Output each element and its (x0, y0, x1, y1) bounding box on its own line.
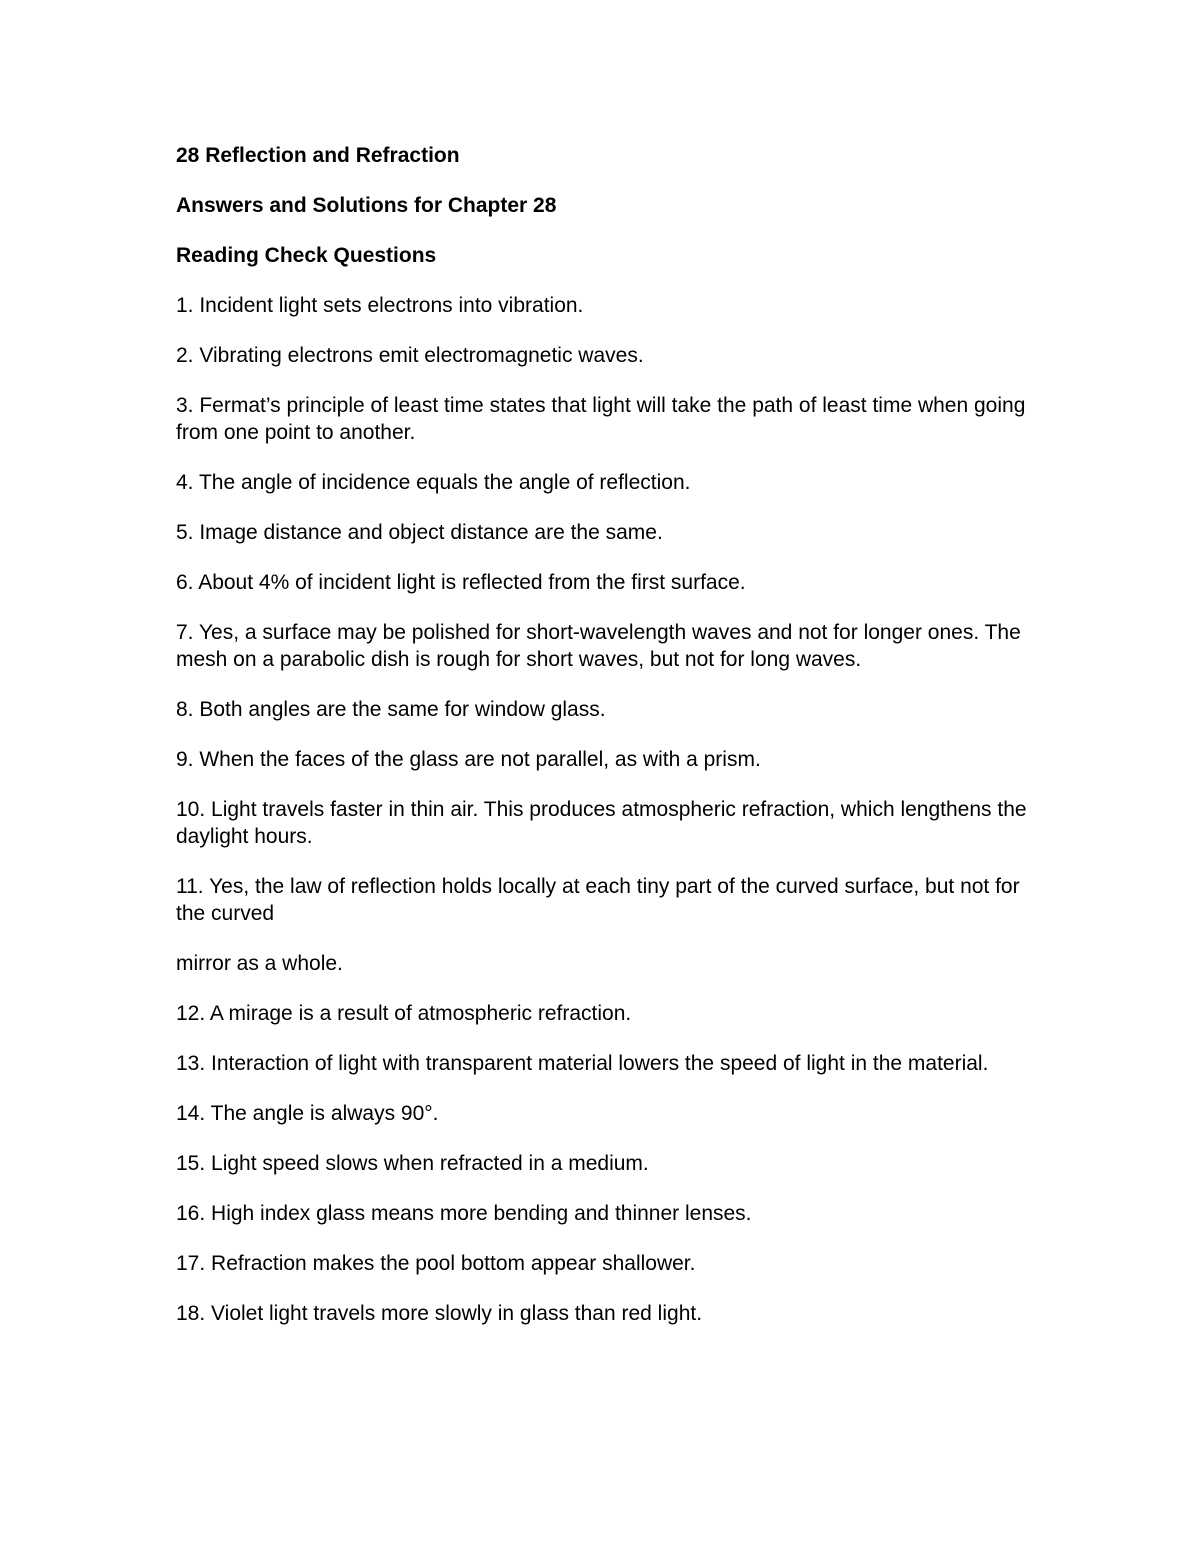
section-heading: Reading Check Questions (176, 244, 437, 267)
answer-item-8: 8. Both angles are the same for window glass. (176, 698, 606, 721)
answer-item-7: 7. Yes, a surface may be polished for short-wavelength waves and not for longer ones. The mesh on a parabolic dish is rough for short waves, but not for long waves. (176, 621, 1021, 671)
answer-item-3: 3. Fermat’s principle of least time states that light will take the path of least time when going from one point to another. (176, 394, 1026, 444)
answer-item-14: 14. The angle is always 90°. (176, 1102, 439, 1125)
answer-item-5: 5. Image distance and object distance are the same. (176, 521, 663, 544)
answer-item-11: 11. Yes, the law of reflection holds locally at each tiny part of the curved surface, but not for the curved (176, 875, 1020, 925)
answer-item-15: 15. Light speed slows when refracted in a medium. (176, 1152, 649, 1175)
chapter-title: 28 Reflection and Refraction (176, 144, 460, 167)
answer-item-16: 16. High index glass means more bending and thinner lenses. (176, 1202, 752, 1225)
answer-item-12: 12. A mirage is a result of atmospheric refraction. (176, 1002, 632, 1025)
answer-item-9: 9. When the faces of the glass are not parallel, as with a prism. (176, 748, 761, 771)
answer-item-18: 18. Violet light travels more slowly in glass than red light. (176, 1302, 703, 1325)
answer-item-17: 17. Refraction makes the pool bottom appear shallower. (176, 1252, 696, 1275)
answer-item-2: 2. Vibrating electrons emit electromagnetic waves. (176, 344, 644, 367)
answer-item-4: 4. The angle of incidence equals the angle of reflection. (176, 471, 691, 494)
answer-item-6: 6. About 4% of incident light is reflected from the first surface. (176, 571, 746, 594)
answer-item-1: 1. Incident light sets electrons into vibration. (176, 294, 584, 317)
document-body (176, 142, 1036, 1350)
answer-item-13: 13. Interaction of light with transparent material lowers the speed of light in the material. (176, 1052, 989, 1075)
answer-item-10: 10. Light travels faster in thin air. This produces atmospheric refraction, which lengthens the daylight hours. (176, 798, 1027, 848)
chapter-subtitle: Answers and Solutions for Chapter 28 (176, 194, 557, 217)
answer-item-11-continued: mirror as a whole. (176, 952, 343, 975)
